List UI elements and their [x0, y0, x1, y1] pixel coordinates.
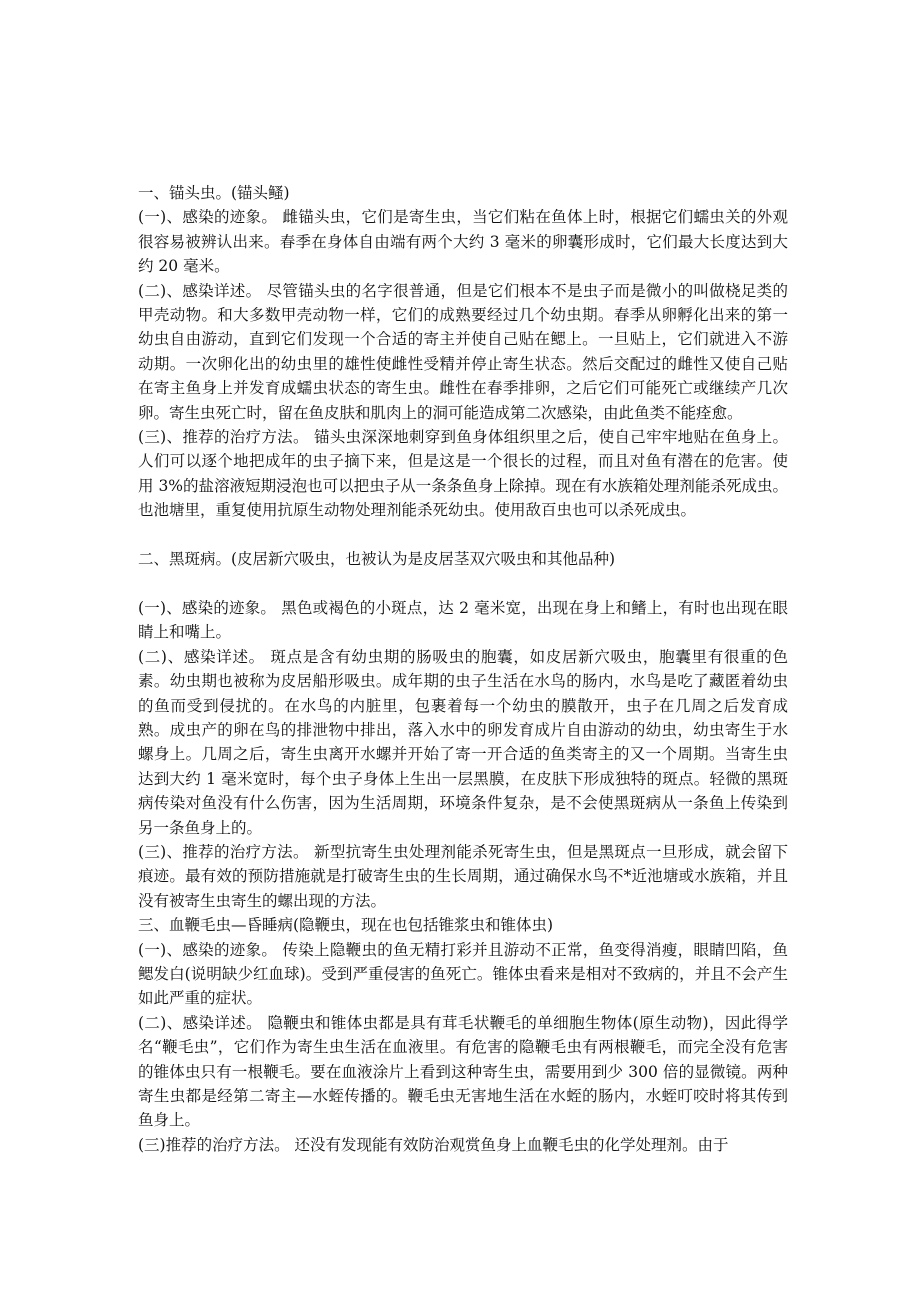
paragraph: (二)、感染详述。 尽管锚头虫的名字很普通，但是它们根本不是虫子而是微小的叫做桡足类的甲壳动物。和大多数甲壳动物一样，它们的成熟要经过几个幼虫期。春季从卵孵化出来的第一幼虫自由游动，直到它们发现一个合适的寄主并使自己贴在鳃上。一旦贴上，它们就进入不游动期。一次卵化出的幼虫里的雄性使雌性受精并停止寄生状态。然后交配过的雌性又使自己贴在寄主鱼身上并发育成蠕虫状态的寄生虫。雌性在春季排卵，之后它们可能死亡或继续产几次卵。寄生虫死亡时，留在鱼皮肤和肌肉上的洞可能造成第二次感染，由此鱼类不能痊愈。	[138, 281, 788, 422]
paragraph: (三)、推荐的治疗方法。 锚头虫深深地刺穿到鱼身体组织里之后，使自己牢牢地贴在鱼身上。人们可以逐个地把成年的虫子摘下来，但是这是一个很长的过程，而且对鱼有潜在的危害。使用 3%的盐溶液短期浸泡也可以把虫子从一条条鱼身上除掉。现在有水族箱处理剂能杀死成虫。也池塘里，重复使用抗原生动物处理剂能杀死幼虫。使用敌百虫也可以杀死成虫。	[138, 428, 788, 520]
section-title: 二、黑斑病。(皮居新穴吸虫，也被认为是皮居茎双穴吸虫和其他品种)	[138, 550, 616, 569]
paragraph-spacer	[138, 523, 788, 547]
paragraph: (一)、感染的迹象。 传染上隐鞭虫的鱼无精打彩并且游动不正常，鱼变得消瘦，眼睛凹陷，鱼鳃发白(说明缺少红血球)。受到严重侵害的鱼死亡。锥体虫看来是相对不致病的，并且不会产生如此严重的症状。	[138, 940, 788, 1008]
section-title: 三、血鞭毛虫—昏睡病(隐鞭虫，现在也包括锥浆虫和锥体虫)	[138, 916, 554, 935]
paragraph: (一)、感染的迹象。 黑色或褐色的小斑点，达 2 毫米宽，出现在身上和鳍上，有时也出现在眼睛上和嘴上。	[138, 598, 788, 642]
paragraph: (一)、感染的迹象。 雌锚头虫，它们是寄生虫，当它们粘在鱼体上时，根据它们蠕虫关的外观很容易被辨认出来。春季在身体自由端有两个大约 3 毫米的卵囊形成时，它们最大长度达到大约 20 毫米。	[138, 208, 788, 276]
paragraph: (三)推荐的治疗方法。 还没有发现能有效防治观赏鱼身上血鞭毛虫的化学处理剂。由于	[138, 1135, 729, 1154]
document-page	[138, 181, 788, 1157]
section-title: 一、锚头虫。(锚头鳋)	[138, 184, 290, 202]
paragraph: (三)、推荐的治疗方法。 新型抗寄生虫处理剂能杀死寄生虫，但是黑斑点一旦形成，就会留下痕迹。最有效的预防措施就是打破寄生虫的生长周期，通过确保水鸟不*近池塘或水族箱，并且没有被寄生虫寄生的螺出现的方法。	[138, 842, 788, 910]
paragraph: (二)、感染详述。 隐鞭虫和锥体虫都是具有茸毛状鞭毛的单细胞生物体(原生动物)，因此得学名“鞭毛虫”，它们作为寄生虫生活在血液里。有危害的隐鞭毛虫有两根鞭毛，而完全没有危害的锥体虫只有一根鞭毛。要在血液涂片上看到这种寄生虫，需要用到少 300 倍的显微镜。两种寄生虫都是经第二寄主—水蛭传播的。鞭毛虫无害地生活在水蛭的肠内，水蛭叮咬时将其传到鱼身上。	[138, 1013, 788, 1130]
paragraph-spacer	[138, 571, 788, 595]
paragraph: (二)、感染详述。 斑点是含有幼虫期的肠吸虫的胞囊，如皮居新穴吸虫，胞囊里有很重的色素。幼虫期也被称为皮居船形吸虫。成年期的虫子生活在水鸟的肠内，水鸟是吃了藏匿着幼虫的鱼而受到侵扰的。在水鸟的内脏里，包裹着每一个幼虫的膜散开，虫子在几周之后发育成熟。成虫产的卵在鸟的排泄物中排出，落入水中的卵发育成片自由游动的幼虫，幼虫寄生于水螺身上。几周之后，寄生虫离开水螺并开始了寄一开合适的鱼类寄主的又一个周期。当寄生虫达到大约 1 毫米宽时，每个虫子身体上生出一层黑膜，在皮肤下形成独特的斑点。轻微的黑斑病传染对鱼没有什么伤害，因为生活周期，环境条件复杂，是不会使黑斑病从一条鱼上传染到另一条鱼身上的。	[138, 647, 788, 837]
